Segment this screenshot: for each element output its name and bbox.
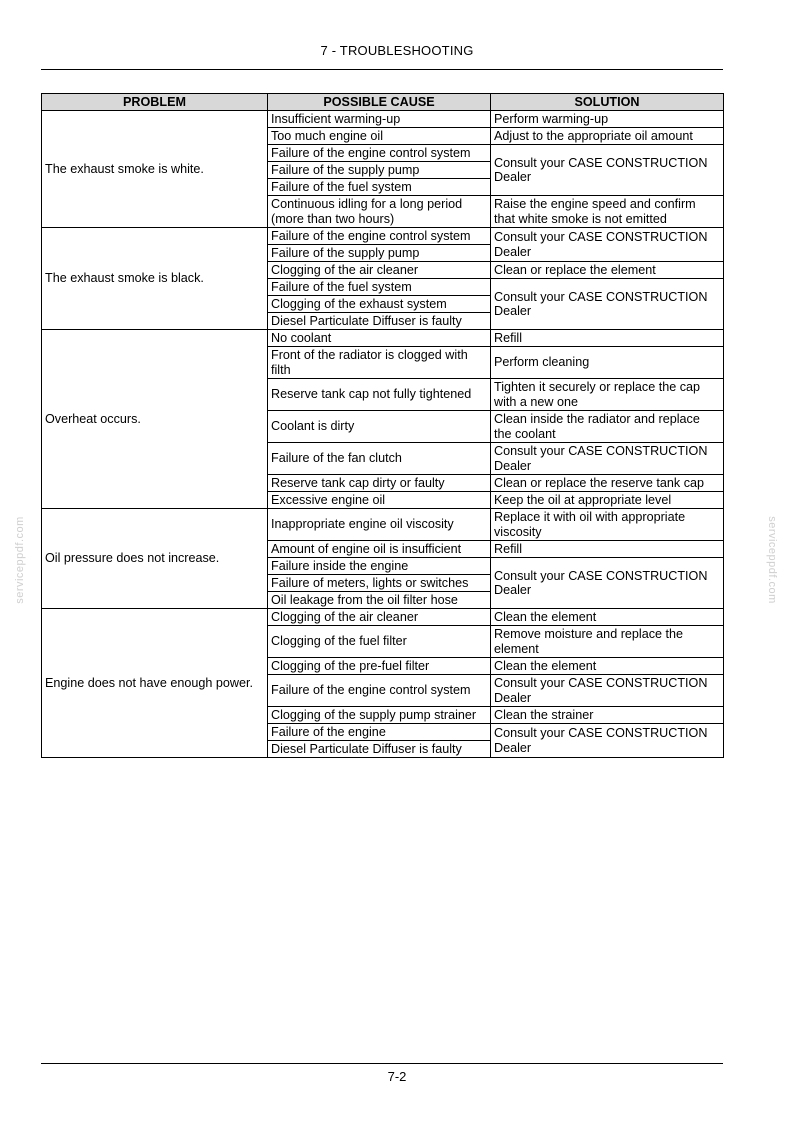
table-body (42, 111, 724, 758)
solution-cell: Perform cleaning (491, 347, 724, 379)
watermark-left: serviceppdf.com (14, 516, 26, 604)
page-header-title: 7 - TROUBLESHOOTING (320, 43, 474, 58)
cause-cell: Coolant is dirty (268, 411, 491, 443)
problem-cell: Overheat occurs. (42, 330, 268, 509)
header-solution: SOLUTION (491, 94, 724, 111)
solution-cell: Keep the oil at appropriate level (491, 492, 724, 509)
cause-cell: Diesel Particulate Diffuser is faulty (268, 313, 491, 330)
page-number: 7-2 (387, 1069, 407, 1084)
solution-cell: Tighten it securely or replace the cap with a new one (491, 379, 724, 411)
cause-cell: Failure of the engine control system (268, 675, 491, 707)
cause-cell: Failure of the fuel system (268, 179, 491, 196)
solution-cell: Consult your CASE CONSTRUCTION Dealer (491, 724, 724, 758)
troubleshooting-table (41, 93, 724, 758)
problem-cell: Oil pressure does not increase. (42, 509, 268, 609)
solution-cell: Raise the engine speed and confirm that white smoke is not emitted (491, 196, 724, 228)
solution-cell: Consult your CASE CONSTRUCTION Dealer (491, 228, 724, 262)
solution-cell: Consult your CASE CONSTRUCTION Dealer (491, 558, 724, 609)
table-row (42, 111, 724, 128)
solution-cell: Remove moisture and replace the element (491, 626, 724, 658)
header-problem: PROBLEM (42, 94, 268, 111)
cause-cell: Inappropriate engine oil viscosity (268, 509, 491, 541)
cause-cell: Clogging of the exhaust system (268, 296, 491, 313)
cause-cell: Clogging of the pre-fuel filter (268, 658, 491, 675)
solution-cell: Clean inside the radiator and replace the coolant (491, 411, 724, 443)
cause-cell: Clogging of the air cleaner (268, 262, 491, 279)
solution-cell: Consult your CASE CONSTRUCTION Dealer (491, 443, 724, 475)
solution-cell: Consult your CASE CONSTRUCTION Dealer (491, 279, 724, 330)
cause-cell: Clogging of the air cleaner (268, 609, 491, 626)
cause-cell: Failure of the engine control system (268, 145, 491, 162)
problem-cell: Engine does not have enough power. (42, 609, 268, 758)
cause-cell: Failure of the fan clutch (268, 443, 491, 475)
cause-cell: Failure of the supply pump (268, 162, 491, 179)
solution-cell: Refill (491, 541, 724, 558)
table-row (42, 228, 724, 245)
cause-cell: Amount of engine oil is insufficient (268, 541, 491, 558)
cause-cell: Front of the radiator is clogged with filth (268, 347, 491, 379)
table-row (42, 509, 724, 541)
solution-cell: Clean or replace the reserve tank cap (491, 475, 724, 492)
solution-cell: Refill (491, 330, 724, 347)
cause-cell: Oil leakage from the oil filter hose (268, 592, 491, 609)
cause-cell: No coolant (268, 330, 491, 347)
cause-cell: Diesel Particulate Diffuser is faulty (268, 741, 491, 758)
cause-cell: Continuous idling for a long period (more than two hours) (268, 196, 491, 228)
table-row (42, 330, 724, 347)
cause-cell: Clogging of the fuel filter (268, 626, 491, 658)
cause-cell: Excessive engine oil (268, 492, 491, 509)
cause-cell: Insufficient warming-up (268, 111, 491, 128)
cause-cell: Failure of meters, lights or switches (268, 575, 491, 592)
watermark-right: serviceppdf.com (766, 516, 778, 604)
solution-cell: Clean or replace the element (491, 262, 724, 279)
solution-cell: Replace it with oil with appropriate viscosity (491, 509, 724, 541)
solution-cell: Adjust to the appropriate oil amount (491, 128, 724, 145)
solution-cell: Clean the strainer (491, 707, 724, 724)
cause-cell: Reserve tank cap not fully tightened (268, 379, 491, 411)
solution-cell: Clean the element (491, 658, 724, 675)
cause-cell: Failure of the fuel system (268, 279, 491, 296)
table-header-row (42, 94, 724, 111)
cause-cell: Failure of the engine control system (268, 228, 491, 245)
cause-cell: Failure inside the engine (268, 558, 491, 575)
solution-cell: Perform warming-up (491, 111, 724, 128)
solution-cell: Clean the element (491, 609, 724, 626)
table-row (42, 609, 724, 626)
solution-cell: Consult your CASE CONSTRUCTION Dealer (491, 675, 724, 707)
cause-cell: Too much engine oil (268, 128, 491, 145)
header-possible-cause: POSSIBLE CAUSE (268, 94, 491, 111)
cause-cell: Clogging of the supply pump strainer (268, 707, 491, 724)
cause-cell: Failure of the supply pump (268, 245, 491, 262)
problem-cell: The exhaust smoke is black. (42, 228, 268, 330)
footer-divider (41, 1063, 723, 1064)
cause-cell: Reserve tank cap dirty or faulty (268, 475, 491, 492)
solution-cell: Consult your CASE CONSTRUCTION Dealer (491, 145, 724, 196)
cause-cell: Failure of the engine (268, 724, 491, 741)
problem-cell: The exhaust smoke is white. (42, 111, 268, 228)
header-divider (41, 69, 723, 70)
